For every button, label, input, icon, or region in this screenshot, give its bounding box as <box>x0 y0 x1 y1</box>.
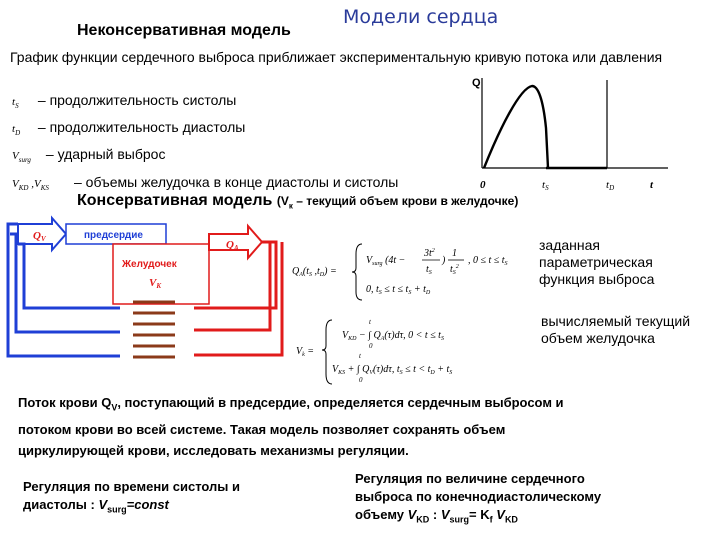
regulation-volume-kd2: KD <box>504 514 518 525</box>
formula-vk-line2: $V_{KS}$ + ∫ $Q_V(\tau)d\tau$, $t_S \le t < t_D + t_S$ <box>332 364 453 376</box>
formula-vk <box>292 310 512 390</box>
formula-qa-line1: $V_{surg}$ (4t − <box>366 255 406 267</box>
def-ts-symbol: $t_S$ <box>12 96 19 111</box>
formula-qa-frac2-den: $t_S^2$ <box>450 264 459 276</box>
regulation-volume-v: V <box>407 507 417 522</box>
formula-qa-cond1: , $0 \le t \le t_S$ <box>468 255 508 267</box>
formula-vk-int1-up: t <box>369 318 371 326</box>
formula-qa-description: заданная параметрическая функция выброса <box>539 237 655 287</box>
formula-vk-lhs: $V_k$ = <box>296 346 315 358</box>
formula-qa-frac2-num: 1 <box>452 248 457 259</box>
formula-vk-description: вычисляемый текущий объем желудочка <box>541 313 691 346</box>
regulation-time-v: V <box>98 497 108 512</box>
formula-qa-lhs: $Q_A(t_S$ $,t_D$) = <box>292 266 337 278</box>
formula-vk-line1: $V_{KD}$ − ∫ $Q_A(\tau)d\tau$, $0 < t \le t_S$ <box>342 330 444 342</box>
regulation-volume-line2: выброса по конечнодиастолическому <box>355 489 602 504</box>
regulation-volume-line3 <box>355 506 601 529</box>
graph-origin-label: 0 <box>480 179 486 191</box>
definitions-list <box>12 90 398 199</box>
graph-ts-label: tS <box>542 179 549 192</box>
paragraph-rest: , поступающий в предсердие, определяется сердечным выбросом и потоком крови во всей системе. Такая модель позволяет сохранять объем циркулирующей крови, исследовать механизмы регуляции. <box>18 395 564 458</box>
def-td-symbol: $t_D$ <box>12 123 21 138</box>
conservative-heading-note <box>276 194 519 211</box>
formula-vk-int1-low: 0 <box>369 342 373 350</box>
regulation-volume-f: f <box>489 514 493 525</box>
note-rest: – текущий объем крови в желудочке) <box>292 194 519 208</box>
def-vsurg-symbol: $V_{surg}$ <box>12 150 31 165</box>
regulation-time-line1: Регуляция по времени систолы и <box>23 479 241 494</box>
def-ts-text: – продолжительность систолы <box>37 92 237 108</box>
nonconservative-heading: Неконсервативная модель <box>77 22 291 39</box>
def-td-text: – продолжительность диастолы <box>37 119 246 136</box>
flow-graph <box>462 68 682 193</box>
def-vkd-text: – объемы желудочка в конце диастолы и систолы <box>74 173 399 190</box>
ventricle-label: Желудочек <box>122 259 177 270</box>
formula-qa <box>292 228 512 308</box>
regulation-time-const: =const <box>126 497 169 512</box>
page-title: Модели сердца <box>343 6 499 28</box>
graph-y-label: Q <box>472 77 481 89</box>
paragraph-start: Поток крови Q <box>18 395 112 410</box>
def-vsurg <box>12 144 398 171</box>
graph-t-label: t <box>650 179 654 191</box>
def-td <box>12 117 398 144</box>
formula-qa-frac1-num: $3t^2$ <box>424 248 435 259</box>
regulation-volume-eq: = K <box>469 507 490 522</box>
ventricle-box <box>113 244 209 304</box>
circulation-diagram <box>0 210 300 385</box>
def-ts <box>12 90 398 117</box>
regulation-volume-surg: surg <box>449 514 470 525</box>
graph-td-label: tD <box>606 179 615 192</box>
return-line-2 <box>10 234 120 332</box>
qv-label: QV <box>33 230 46 243</box>
return-line-1 <box>18 244 120 308</box>
atrium-label: предсердие <box>84 230 143 241</box>
paragraph-sub: V <box>111 402 118 413</box>
formula-qa-brace <box>352 244 362 300</box>
regulation-volume-line1: Регуляция по величине сердечного <box>355 471 585 486</box>
regulation-volume-prefix: объему <box>355 507 408 522</box>
regulation-volume-colon: : <box>429 507 441 522</box>
conservative-heading-text: Консервативная модель <box>77 192 273 209</box>
regulation-volume-kd: KD <box>416 514 430 525</box>
formula-vk-int2-low: 0 <box>359 376 363 384</box>
qa-label: QA <box>226 239 239 252</box>
flow-curve <box>484 86 548 168</box>
regulation-volume <box>355 470 601 529</box>
formula-qa-frac1-den: $t_S$ <box>426 264 432 276</box>
formula-qa-frac2: ) <box>442 255 446 266</box>
conservative-heading <box>77 192 518 210</box>
formula-qa-line2: 0, $t_S \le t \le t_S + t_D$ <box>366 284 431 296</box>
circulation-paragraph <box>18 392 608 461</box>
def-vkd-symbol: $V_{KD}$ $,V_{KS}$ <box>12 177 49 192</box>
regulation-time-prefix: диастолы : <box>23 497 99 512</box>
qa-arrow <box>209 226 262 258</box>
def-vsurg-text: – ударный выброс <box>45 146 166 163</box>
regulation-time-sub: surg <box>107 504 127 515</box>
regulation-time-line2 <box>23 496 240 519</box>
regulation-volume-vs: V <box>440 507 450 522</box>
note-v-sub: к <box>288 201 293 211</box>
regulation-time <box>23 478 240 519</box>
formula-vk-brace <box>322 320 332 384</box>
note-v: (V <box>276 194 289 208</box>
regulation-volume-v2: V <box>492 507 505 522</box>
formula-vk-int2-up: t <box>359 352 361 360</box>
nonconservative-intro: График функции сердечного выброса приближает экспериментальную кривую потока или давления <box>10 49 663 65</box>
vk-label: VK <box>149 277 162 290</box>
